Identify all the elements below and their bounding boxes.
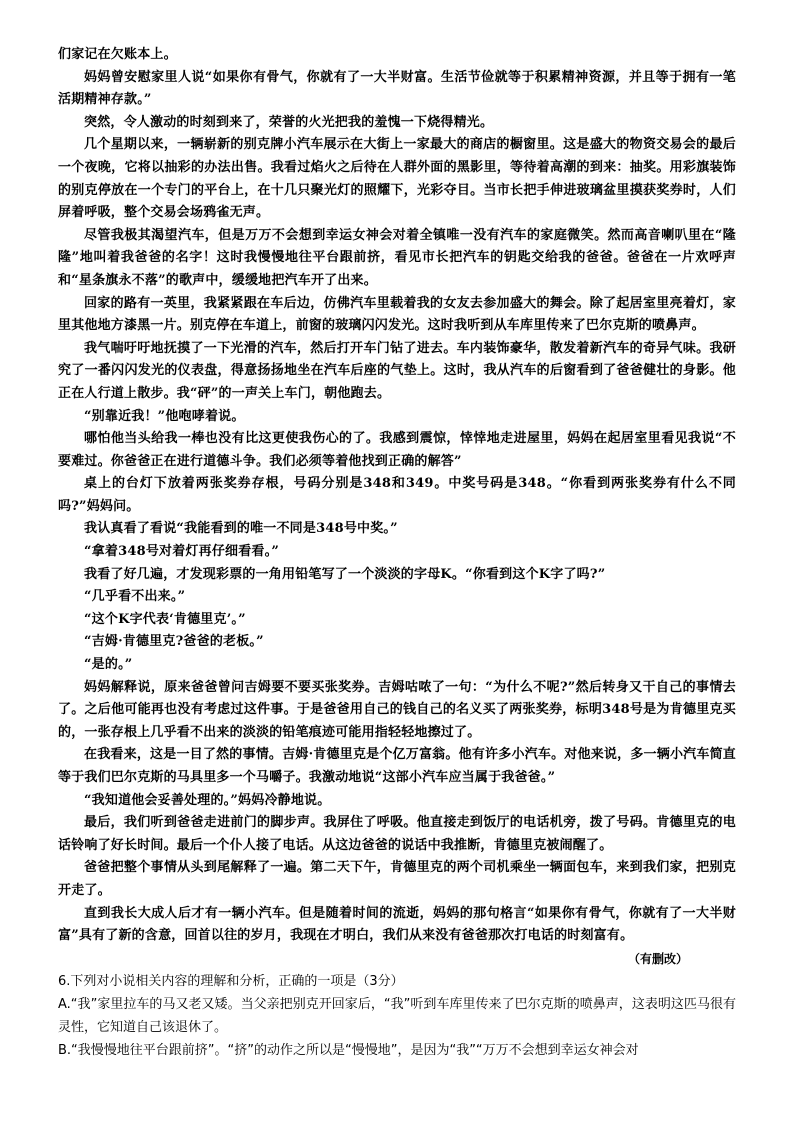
paragraph: “别靠近我！”他咆哮着说。 (84, 408, 245, 424)
paragraph: “拿着348号对着灯再仔细看看。” (84, 544, 279, 560)
paragraph: “是的。” (84, 657, 133, 673)
paragraph: 爸爸把整个事情从头到尾解释了一遍。第二天下午，肯德里克的两个司机乘坐一辆面包车，来到我们家，把别克开走了。 (58, 860, 736, 898)
paragraph: 妈妈解释说，原来爸爸曾问吉姆要不要买张奖券。吉姆咕哝了一句：“为什么不呢?”然后转身又干自己的事情去了。之后他可能再也没有考虑过这件事。于是爸爸用自己的钱自己的名义买了两张奖券，标明348号是为肯德里克买的，一张存根上几乎看不出来的淡淡的铅笔痕迹可能用指轻轻地擦过了。 (58, 679, 736, 740)
story-text (58, 44, 736, 948)
paragraph: 我气喘吁吁地抚摸了一下光滑的汽车，然后打开车门钻了进去。车内装饰豪华，散发着新汽车的奇异气味。我研究了一番闪闪发光的仪表盘，得意扬扬地坐在汽车后座的气垫上。这时，我从汽车的后窗看到了爸爸健壮的身影。他正在人行道上散步。我“砰”的一声关上车门，朝他跑去。 (58, 340, 736, 401)
paragraph: 妈妈曾安慰家里人说“如果你有骨气，你就有了一大半财富。生活节俭就等于积累精神资源，并且等于拥有一笔活期精神存款。” (58, 69, 736, 108)
paragraph: 桌上的台灯下放着两张奖券存根，号码分别是348和349。中奖号码是348。“你看到两张奖券有什么不同吗?”妈妈问。 (58, 476, 736, 514)
paragraph: “我知道他会妥善处理的。”妈妈冷静地说。 (84, 792, 331, 808)
paragraph: 最后，我们听到爸爸走进前门的脚步声。我屏住了呼吸。他直接走到饭厅的电话机旁，拨了号码。肯德里克的电话铃响了好长时间。最后一个仆人接了电话。从这边爸爸的说话中我推断，肯德里克被闹醒了。 (58, 815, 736, 853)
paragraph: 们家记在欠账本上。 (58, 47, 177, 62)
paragraph: 我认真看了看说“我能看到的唯一不同是348号中奖。” (84, 521, 398, 537)
paragraph: 尽管我极其渴望汽车，但是万万不会想到幸运女神会对着全镇唯一没有汽车的家庭微笑。然而高音喇叭里在“隆隆”地叫着我爸爸的名字！这时我慢慢地往平台跟前挤，看见市长把汽车的钥匙交给我的爸爸。爸爸在一片欢呼声和“星条旗永不落”的歌声中，缓缓地把汽车开了出来。 (58, 227, 736, 288)
paragraph: “这个K字代表‘肯德里克’。” (84, 611, 246, 627)
paragraph: 几个星期以来，一辆崭新的别克牌小汽车展示在大街上一家最大的商店的橱窗里。这是盛大的物资交易会的最后一个夜晚，它将以抽彩的办法出售。我看过焰火之后待在人群外面的黑影里，等待着高潮的到来：抽奖。用彩旗装饰的别克停放在一个专门的平台上，在十几只聚光灯的照耀下，光彩夺目。当市长把手伸进玻璃盆里摸获奖券时，人们屏着呼吸，整个交易会场鸦雀无声。 (58, 137, 736, 221)
question-stem: 6.下列对小说相关内容的理解和分析，正确的一项是（3分） (58, 973, 404, 989)
paragraph: “几乎看不出来。” (84, 589, 186, 605)
paragraph: 突然，令人激动的时刻到来了，荣誉的火光把我的羞愧一下烧得精光。 (84, 114, 494, 130)
paragraph: 回家的路有一英里，我紧紧跟在车后边，仿佛汽车里载着我的女友去参加盛大的舞会。除了起居室里亮着灯，家里其他地方漆黑一片。别克停在车道上，前窗的玻璃闪闪发光。这时我听到从车库里传来了巴尔克斯的喷鼻声。 (58, 295, 736, 334)
paragraph: “吉姆·肯德里克?爸爸的老板。” (84, 634, 264, 650)
paragraph: 哪怕他当头给我一棒也没有比这更使我伤心的了。我感到震惊，悻悻地走进屋里，妈妈在起居室里看见我说“不要难过。你爸爸正在进行道德斗争。我们必须等着他找到正确的解答” (58, 431, 736, 469)
paragraph: 直到我长大成人后才有一辆小汽车。但是随着时间的流逝，妈妈的那句格言“如果你有骨气，你就有了一大半财富”具有了新的含意，回首以往的岁月，我现在才明白，我们从来没有爸爸那次打电话的时刻富有。 (58, 905, 736, 944)
paragraph: 在我看来，这是一目了然的事情。吉姆·肯德里克是个亿万富翁。他有许多小汽车。对他来说，多一辆小汽车简直等于我们巴尔克斯的马具里多一个马嚼子。我激动地说“这部小汽车应当属于我爸爸。” (58, 747, 736, 785)
option-a: A.“我”家里拉车的马又老又矮。当父亲把别克开回家后，“我”听到车库里传来了巴尔克斯的喷鼻声，这表明这匹马很有灵性，它知道自己该退休了。 (58, 996, 736, 1035)
paragraph: 我看了好几遍，才发现彩票的一角用铅笔写了一个淡淡的字母K。“你看到这个K字了吗?” (84, 566, 606, 582)
option-b: B.“我慢慢地往平台跟前挤”。“挤”的动作之所以是“慢慢地”，是因为“我”“万万不会想到幸运女神会对 (58, 1042, 639, 1058)
source-note: （有删改） (627, 951, 688, 966)
